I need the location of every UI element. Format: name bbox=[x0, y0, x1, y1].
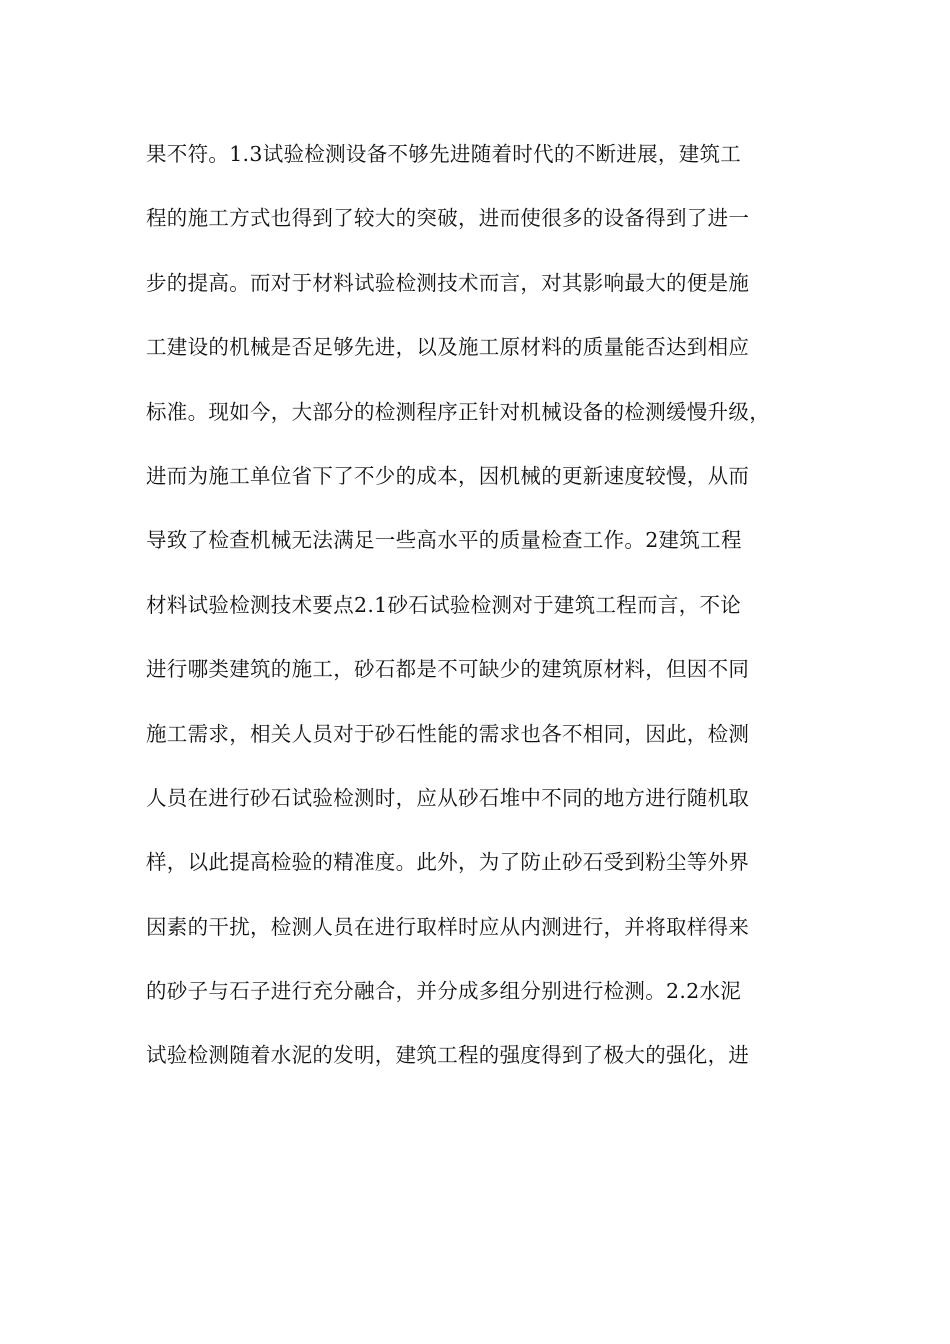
text-line: 工建设的机械是否足够先进，以及施工原材料的质量能否达到相应 bbox=[146, 335, 750, 360]
text-line: 步的提高。而对于材料试验检测技术而言，对其影响最大的便是施 bbox=[146, 270, 750, 295]
text-line: 的砂子与石子进行充分融合，并分成多组分别进行检测。2.2水泥 bbox=[146, 979, 742, 1004]
text-line: 进而为施工单位省下了不少的成本，因机械的更新速度较慢，从而 bbox=[146, 463, 750, 488]
text-line: 标准。现如今，大部分的检测程序正针对机械设备的检测缓慢升级， bbox=[146, 399, 770, 424]
text-line: 果不符。1.3试验检测设备不够先进随着时代的不断进展，建筑工 bbox=[146, 142, 742, 166]
text-line: 程的施工方式也得到了较大的突破，进而使很多的设备得到了进一 bbox=[146, 206, 750, 231]
text-line: 材料试验检测技术要点2.1砂石试验检测对于建筑工程而言，不论 bbox=[146, 592, 742, 617]
text-line: 人员在进行砂石试验检测时，应从砂石堆中不同的地方进行随机取 bbox=[146, 785, 750, 810]
text-line: 导致了检查机械无法满足一些高水平的质量检查工作。2建筑工程 bbox=[146, 528, 742, 553]
text-line: 施工需求，相关人员对于砂石性能的需求也各不相同，因此，检测 bbox=[146, 721, 750, 746]
text-line: 进行哪类建筑的施工，砂石都是不可缺少的建筑原材料，但因不同 bbox=[146, 657, 750, 682]
text-line: 试验检测随着水泥的发明，建筑工程的强度得到了极大的强化，进 bbox=[146, 1043, 750, 1068]
body-paragraph bbox=[146, 122, 818, 1088]
text-line: 因素的干扰，检测人员在进行取样时应从内测进行，并将取样得来 bbox=[146, 914, 750, 939]
text-line: 样，以此提高检验的精准度。此外，为了防止砂石受到粉尘等外界 bbox=[146, 850, 750, 875]
